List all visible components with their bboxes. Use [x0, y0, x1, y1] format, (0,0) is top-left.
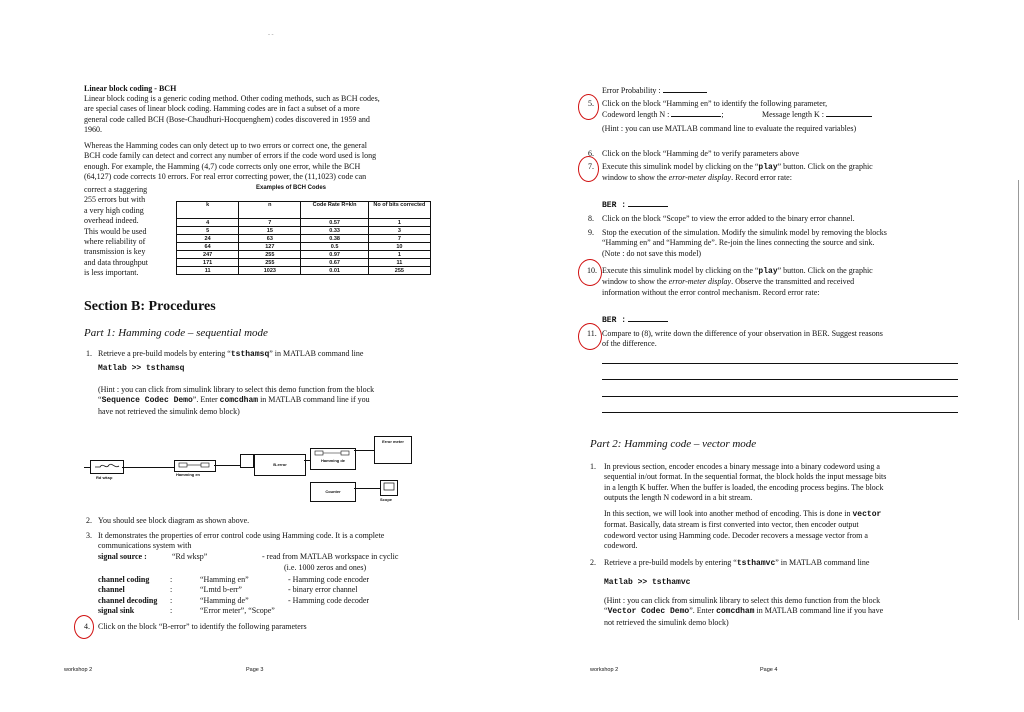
connector-line	[354, 450, 374, 451]
step3-text	[98, 531, 443, 552]
text-line: 255 errors but with	[84, 195, 146, 205]
component-list	[98, 575, 443, 617]
text-line: overhead indeed.	[84, 216, 139, 226]
step1-cmd: Matlab >> tsthamsq	[98, 364, 185, 373]
connector-line	[214, 465, 240, 466]
table-cell: 7	[368, 235, 430, 243]
component-colon: :	[170, 585, 173, 595]
step8-text: Click on the block “Scope” to view the error added to the binary error channel.	[602, 214, 855, 223]
answer-line[interactable]	[602, 363, 958, 364]
step5-num: 5.	[588, 99, 594, 108]
text-line: It demonstrates the properties of error control code using Hamming code. It is a complete	[98, 531, 385, 540]
p2-cmd: Matlab >> tsthamvc	[604, 578, 691, 587]
text-line: codeword vector using Hamming code. Decoder recovers a message vector from a	[604, 530, 868, 540]
text-span: window to show the	[602, 173, 669, 183]
step1-num: 1.	[86, 349, 92, 358]
component-label: channel coding	[98, 575, 150, 584]
table-cell: 0.01	[301, 267, 368, 275]
table-cell: 0.5	[301, 243, 368, 251]
table-cell: 5	[177, 227, 239, 235]
footer-page: Page 3	[246, 667, 264, 673]
p2-step1-num: 1.	[590, 462, 596, 471]
b-error-label: B-error	[273, 462, 287, 467]
table-header: k	[177, 202, 239, 219]
table-cell: 0.38	[301, 235, 368, 243]
codeword-line: Codeword length N : ;	[602, 110, 724, 119]
text-span: . Record error rate:	[731, 173, 792, 183]
table-cell: 247	[177, 251, 239, 259]
encoder-glyph-icon	[176, 461, 214, 469]
table-row	[177, 259, 431, 267]
ber-label: BER :	[602, 316, 627, 325]
step3-num: 3.	[86, 531, 92, 540]
text-span: Retrieve a pre-build models by entering “	[604, 558, 737, 567]
table-cell: 7	[239, 219, 301, 227]
hint-line: (Hint : you can click from simulink library to select this demo function from the block	[604, 596, 881, 605]
text-line: are special cases of linear block coding. Hamming codes are in fact a subset of a more	[84, 104, 360, 114]
component-colon: :	[170, 595, 173, 605]
text-line: information without the error control mechanism. Record error rate:	[602, 287, 820, 297]
text-line: a very high coding	[84, 205, 144, 215]
hint-text: in MATLAB command line if you have	[754, 606, 884, 616]
error-prob-line	[602, 86, 707, 96]
hint-line	[98, 395, 443, 406]
table-cell: 255	[239, 251, 301, 259]
top-mark: - -	[268, 32, 274, 38]
text-line: sequential in/out format. In the sequential format, the block holds the input message bits	[604, 472, 887, 482]
hint-code: Vector Codec Demo	[607, 607, 690, 617]
step6-text: Click on the block “Hamming de” to verify parameters above	[602, 149, 800, 158]
table-row	[177, 251, 431, 259]
bch-title: Linear block coding - BCH	[84, 84, 177, 93]
text-line: BCH code family can detect and correct any number of errors if the code word used is long	[84, 151, 377, 161]
ber2-line	[602, 315, 668, 326]
hint1	[98, 385, 443, 417]
step1-text	[98, 349, 363, 360]
hint-line: not retrieved the simulink demo block)	[604, 617, 729, 627]
table-row	[177, 219, 431, 227]
table-cell: 171	[177, 259, 239, 267]
hint-code: comcdham	[716, 607, 755, 617]
step5-text: Click on the block “Hamming en” to identify the following parameter,	[602, 99, 828, 108]
emphasis: error-meter display	[668, 277, 732, 287]
hint-line	[604, 606, 964, 617]
step2-num: 2.	[86, 516, 92, 525]
text-line	[602, 266, 952, 277]
text-span: ” button. Click on the graphic	[777, 162, 873, 171]
table-cell: 3	[368, 227, 430, 235]
answer-blank[interactable]	[628, 321, 668, 322]
hint-line: (Hint : you can click from simulink library to select this demo function from the block	[98, 385, 375, 394]
connector-line	[354, 488, 380, 489]
text-line: correct a staggering	[84, 185, 148, 194]
text-line: “Hamming en” and “Hamming de”. Re-join the lines connecting the source and sink.	[602, 238, 875, 248]
table-row	[177, 267, 431, 275]
table-cell: 255	[239, 259, 301, 267]
mux-block[interactable]	[240, 454, 254, 468]
hint-text: ”. Enter	[689, 606, 717, 616]
step2-text: You should see block diagram as shown above.	[98, 516, 250, 525]
ber-label: BER :	[602, 201, 627, 210]
component-desc: - binary error channel	[288, 585, 358, 595]
table-header-row	[177, 202, 431, 219]
table-cell: 10	[368, 243, 430, 251]
step1-text-post: ” in MATLAB command line	[269, 349, 364, 358]
message-label: Message length K :	[762, 110, 824, 119]
answer-line[interactable]	[602, 412, 958, 413]
scope-block[interactable]	[380, 480, 398, 496]
text-line: and data throughput	[84, 257, 148, 267]
step10-text	[602, 266, 952, 298]
component-desc: - Hamming code decoder	[288, 595, 370, 605]
play-code: play	[758, 267, 778, 276]
text-line: (64,127) code corrects 10 errors. For real error correcting power, the (11,1023) code can	[84, 172, 367, 182]
text-span: Execute this simulink model by clicking on the “	[602, 162, 759, 171]
part2-title: Part 2: Hamming code – vector mode	[590, 438, 757, 450]
error-meter-block[interactable]	[374, 436, 412, 464]
list-item	[98, 606, 443, 616]
table-cell: 4	[177, 219, 239, 227]
text-line	[604, 509, 954, 520]
text-line: Compare to (8), write down the difference of your observation in BER. Suggest reasons	[602, 329, 883, 338]
hint-text: ”. Enter	[192, 395, 220, 405]
text-span: window to show the	[602, 277, 669, 287]
waveform-icon	[92, 461, 122, 471]
play-code: play	[758, 163, 778, 172]
text-line: outputs the length N codeword in a bit stream.	[604, 493, 753, 503]
error-prob-label: Error Probability :	[602, 86, 661, 95]
text-line: Stop the execution of the simulation. Modify the simulink model by removing the blocks	[602, 228, 887, 237]
table-cell: 255	[368, 267, 430, 275]
vector-code: vector	[852, 510, 882, 519]
hamming-de-label: Hamming de	[320, 458, 345, 463]
table-row	[177, 227, 431, 235]
rd-wksp-label: Rd wksp	[96, 475, 113, 480]
step10-num: 10.	[587, 266, 597, 275]
table-header: n	[239, 202, 301, 219]
answer-blank[interactable]	[826, 116, 872, 117]
answer-blank[interactable]	[663, 92, 707, 93]
hamming-en-block[interactable]	[174, 460, 216, 472]
component-label: signal sink	[98, 606, 135, 616]
step8-num: 8.	[588, 214, 594, 223]
component-desc: - Hamming code encoder	[288, 575, 370, 584]
text-line: where reliability of	[84, 237, 146, 247]
bch-para2	[84, 141, 444, 183]
page-edge-divider	[1018, 180, 1019, 620]
component-value: “Lmtd b-err”	[200, 585, 242, 595]
table-header: Code Rate R=k/n	[301, 202, 368, 219]
text-line: enough. For example, the Hamming (4,7) code corrects only one error, while the BCH	[84, 161, 361, 171]
scope-label: Scope	[380, 497, 393, 502]
text-line: In previous section, encoder encodes a binary message into a binary codeword using a	[604, 462, 880, 471]
text-span: Execute this simulink model by clicking on the “	[602, 266, 759, 275]
text-line: Whereas the Hamming codes can only detect up to two errors or correct one, the general	[84, 141, 367, 150]
table-cell: 0.97	[301, 251, 368, 259]
step7-text	[602, 162, 952, 184]
step9-text	[602, 228, 952, 259]
p2-para	[604, 509, 954, 552]
text-line	[602, 162, 952, 173]
text-line: This would be used	[84, 226, 147, 236]
step11-text	[602, 329, 962, 350]
hint-text: “	[98, 395, 102, 405]
src-label: signal source :	[98, 552, 147, 561]
src-desc: - read from MATLAB workspace in cyclic	[262, 552, 399, 561]
counter-label: Counter	[325, 489, 341, 494]
side-text	[84, 185, 174, 279]
connector-line	[122, 467, 174, 468]
component-value: “Error meter”, “Scope”	[200, 606, 275, 616]
counter-block[interactable]	[310, 482, 356, 502]
table-cell: 64	[177, 243, 239, 251]
p2-code: tsthamvc	[736, 559, 776, 568]
text-span: ” button. Click on the graphic	[777, 266, 873, 275]
table-header: No of bits corrected	[368, 202, 430, 219]
b-error-block[interactable]	[254, 454, 306, 476]
table-cell: 24	[177, 235, 239, 243]
error-meter-label: Error meter	[382, 439, 404, 444]
hint5: (Hint : you can use MATLAB command line to evaluate the required variables)	[602, 124, 857, 133]
part1-title: Part 1: Hamming code – sequential mode	[84, 327, 268, 339]
table-row	[177, 235, 431, 243]
hint2	[604, 596, 964, 628]
footer-page: Page 4	[760, 667, 778, 673]
src-value: “Rd wksp”	[172, 552, 208, 561]
component-label: channel decoding	[98, 595, 158, 605]
text-line: general code called BCH (Bose-Chaudhuri-Hocquenghem) codes discovered in 1959 and	[84, 114, 370, 124]
codeword-label: Codeword length N :	[602, 110, 670, 119]
text-span: ” in MATLAB command line	[775, 558, 870, 567]
table-cell: 15	[239, 227, 301, 235]
hint-text: in MATLAB command line if you	[258, 395, 370, 405]
table-cell: 0.33	[301, 227, 368, 235]
step4-text: Click on the block “B-error” to identify the following parameters	[98, 622, 307, 631]
footer-workshop: workshop 2	[64, 667, 93, 673]
component-colon: :	[170, 575, 173, 584]
rd-wksp-block[interactable]	[90, 460, 124, 474]
step1-code: tsthamsq	[230, 350, 270, 359]
p2-step1-text	[604, 462, 954, 504]
answer-line[interactable]	[602, 396, 958, 397]
table-cell: 0.67	[301, 259, 368, 267]
decoder-glyph-icon	[312, 449, 354, 457]
text-line: of the difference.	[602, 339, 657, 349]
table-cell: 11	[177, 267, 239, 275]
component-label: channel	[98, 585, 125, 595]
table-cell: 11	[368, 259, 430, 267]
simulink-diagram	[84, 430, 444, 510]
table-cell: 1023	[239, 267, 301, 275]
hint-code: Sequence Codec Demo	[101, 396, 193, 406]
hamming-en-label: Hamming en	[176, 472, 201, 477]
table-cell: 0.57	[301, 219, 368, 227]
text-line: Linear block coding is a generic coding method. Other coding methods, such as BCH codes,	[84, 94, 380, 103]
step4-num: 4.	[84, 622, 90, 631]
scope-screen-icon	[382, 481, 396, 493]
text-line: format. Basically, data stream is first converted into vector, then encoder output	[604, 520, 859, 530]
text-line: is less important.	[84, 268, 139, 278]
message-line	[762, 110, 872, 120]
right-page	[512, 0, 1024, 712]
p2-step2-num: 2.	[590, 558, 596, 567]
table-cell: 1	[368, 251, 430, 259]
emphasis: error-meter display	[668, 173, 732, 183]
text-line	[602, 277, 952, 287]
text-line: codeword.	[604, 541, 638, 551]
step7-num: 7.	[588, 162, 594, 171]
text-line: (Note : do not save this model)	[602, 248, 702, 258]
p2-step2-text	[604, 558, 869, 569]
src-desc2: (i.e. 1000 zeros and ones)	[284, 563, 367, 572]
step6-num: 6.	[588, 149, 594, 158]
hint-code: comcdham	[219, 396, 259, 406]
step11-num: 11.	[587, 329, 597, 338]
bch-para1	[84, 94, 444, 136]
table-cell: 63	[239, 235, 301, 243]
list-item	[98, 575, 443, 585]
answer-line[interactable]	[602, 379, 958, 380]
table-caption: Examples of BCH Codes	[256, 185, 327, 191]
step1-text-pre: Retrieve a pre-build models by entering “	[98, 349, 231, 358]
hint-line: have not retrieved the simulink demo block)	[98, 406, 240, 416]
answer-blank[interactable]	[628, 206, 668, 207]
ber1-line	[602, 200, 668, 211]
text-span: In this section, we will look into another method of encoding. This is done in	[604, 509, 853, 518]
text-line	[602, 173, 952, 183]
answer-blank[interactable]	[671, 116, 721, 117]
hint-text: “	[604, 606, 608, 616]
text-span: . Observe the transmitted and received	[731, 277, 855, 287]
footer-workshop: workshop 2	[590, 667, 619, 673]
list-item	[98, 585, 443, 595]
list-item	[98, 596, 443, 606]
component-value: “Hamming de”	[200, 595, 249, 605]
text-line: 1960.	[84, 125, 102, 135]
component-value: “Hamming en”	[200, 575, 249, 584]
bch-table	[176, 201, 431, 275]
section-title: Section B: Procedures	[84, 299, 216, 314]
text-line: communications system with	[98, 541, 192, 551]
step9-num: 9.	[588, 228, 594, 237]
table-cell: 1	[368, 219, 430, 227]
table-cell: 127	[239, 243, 301, 251]
component-colon: :	[170, 606, 173, 616]
text-line: in a length K buffer. When the buffer is loaded, the encoding process begins. The block	[604, 482, 884, 492]
text-line: transmission is key	[84, 247, 146, 257]
table-row	[177, 243, 431, 251]
hamming-de-block[interactable]	[310, 448, 356, 470]
